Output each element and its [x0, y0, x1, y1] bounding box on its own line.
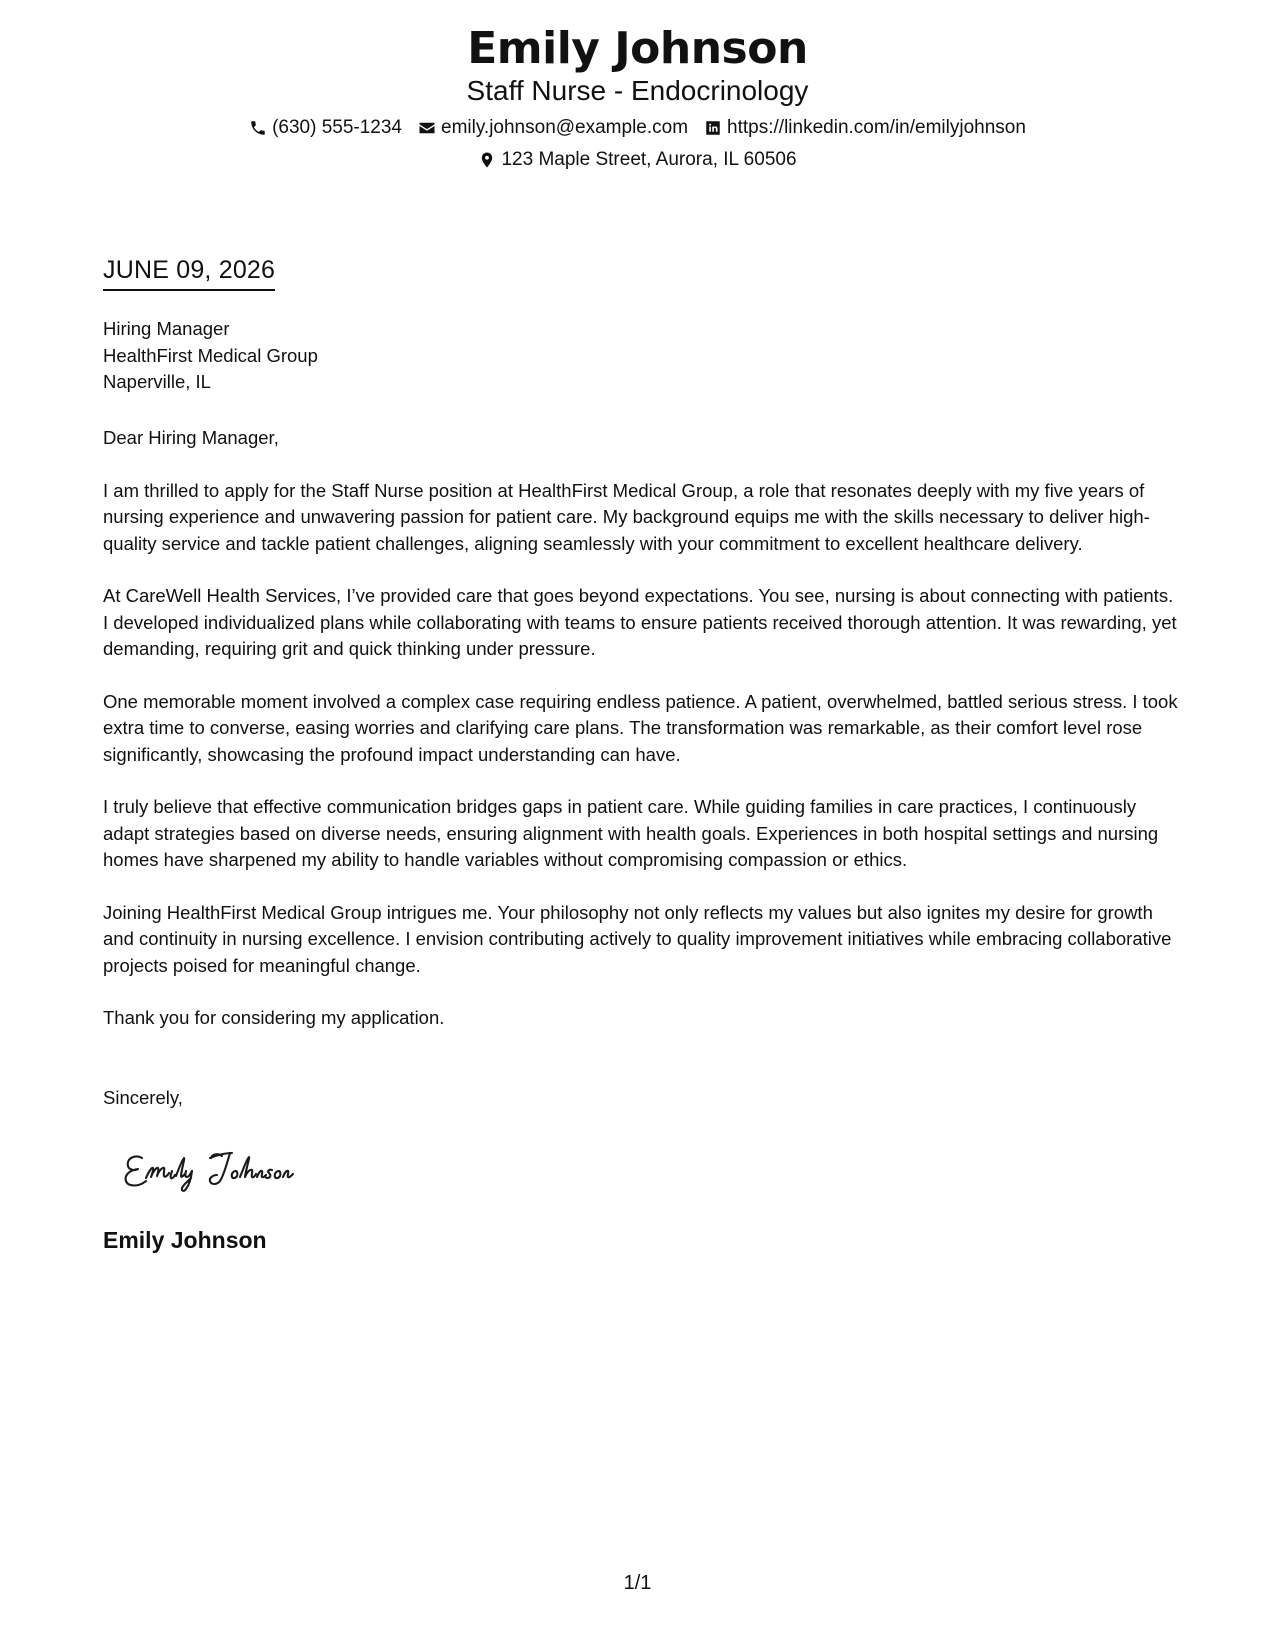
phone-icon: [249, 119, 267, 137]
recipient-line: Naperville, IL: [103, 371, 211, 392]
handwritten-signature: [118, 1140, 358, 1200]
recipient-line: HealthFirst Medical Group: [103, 344, 318, 366]
phone-number: (630) 555-1234: [272, 117, 402, 138]
signatory-name: Emily Johnson: [103, 1227, 267, 1253]
body-paragraph: I truly believe that effective communication bridges gaps in patient care. While guiding families in care practices, I continuously adapt strategies based on diverse needs, ensuring alignment with health goals. Experiences in both hospital settings and nursing homes have sharpened my ability to handle variables without compromising compassion or ethics.: [103, 796, 1159, 870]
salutation: Dear Hiring Manager,: [103, 427, 279, 448]
thank-you-line: Thank you for considering my application.: [103, 1007, 445, 1028]
linkedin-url[interactable]: https://linkedin.com/in/emilyjohnson: [727, 117, 1026, 138]
recipient-block: [103, 316, 318, 396]
email-address[interactable]: emily.johnson@example.com: [441, 117, 689, 138]
letter-date: JUNE 09, 2026: [103, 255, 275, 291]
linkedin-icon: [704, 119, 722, 137]
contact-phone: [249, 116, 402, 140]
recipient-line: Hiring Manager: [103, 318, 230, 339]
body-paragraph: One memorable moment involved a complex case requiring endless patience. A patient, overwhelmed, battled serious stress. I took extra time to converse, easing worries and clarifying care plans. The transformation was remarkable, as their comfort level rose significantly, showcasing the profound impact understanding can have.: [103, 690, 1178, 765]
body-paragraph: Joining HealthFirst Medical Group intrigues me. Your philosophy not only reflects my values but also ignites my desire for growth and continuity in nursing excellence. I envision contributing actively to quality improvement initiatives while embracing collaborative projects poised for meaningful change.: [103, 901, 1172, 976]
body-paragraph: I am thrilled to apply for the Staff Nurse position at HealthFirst Medical Group, a role that resonates deeply with my five years of nursing experience and unwavering passion for patient care. My background equips me with the skills necessary to deliver high-quality service and tackle patient challenges, aligning seamlessly with your commitment to excellent healthcare delivery.: [103, 479, 1150, 554]
contact-linkedin[interactable]: [704, 116, 1026, 140]
address-row: [0, 148, 1275, 172]
body-paragraph: At CareWell Health Services, I’ve provided care that goes beyond expectations. You see, nursing is about connecting with patients. I developed individualized plans while collaborating with teams to ensure patients received thorough attention. It was rewarding, yet demanding, requiring grit and quick thinking under pressure.: [103, 585, 1177, 659]
contact-row: [0, 116, 1275, 140]
page-indicator: 1/1: [623, 1572, 652, 1594]
map-marker-icon: [478, 151, 496, 169]
contact-email[interactable]: [418, 116, 688, 140]
street-address: 123 Maple Street, Aurora, IL 60506: [501, 149, 797, 170]
valediction: Sincerely,: [103, 1087, 183, 1108]
contact-address: [478, 148, 796, 172]
letter-header: [0, 22, 1275, 172]
applicant-title: Staff Nurse - Endocrinology: [466, 75, 809, 106]
letter-body: [103, 425, 1178, 1058]
envelope-icon: [418, 119, 436, 137]
applicant-name: Emily Johnson: [467, 23, 808, 74]
